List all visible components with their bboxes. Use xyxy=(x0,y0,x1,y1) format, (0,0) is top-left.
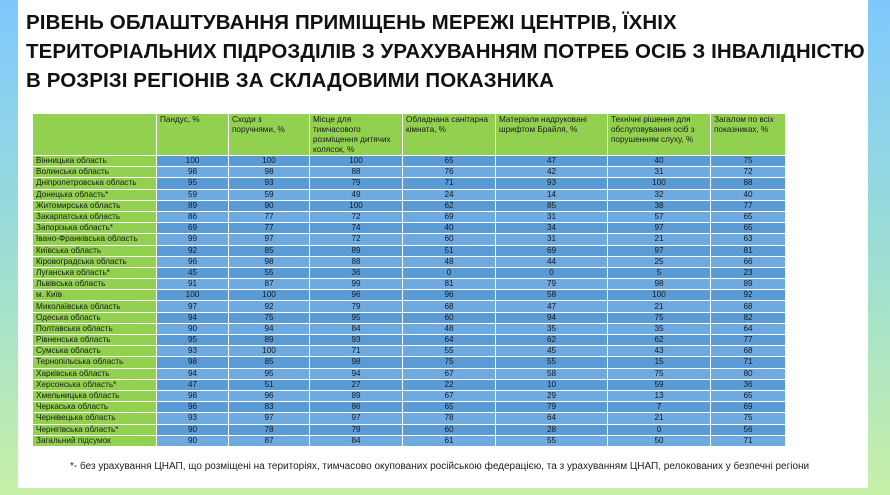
table-row xyxy=(33,390,786,401)
region-name-cell: Донецька область* xyxy=(33,189,157,200)
value-cell: 10 xyxy=(496,379,608,390)
value-cell: 47 xyxy=(496,301,608,312)
value-cell: 88 xyxy=(310,256,403,267)
table-row xyxy=(33,312,786,323)
value-cell: 71 xyxy=(711,357,786,368)
region-name-cell: Львівська область xyxy=(33,279,157,290)
region-name-cell: Тернопільська область xyxy=(33,357,157,368)
value-cell: 72 xyxy=(310,234,403,245)
value-cell: 75 xyxy=(608,312,711,323)
column-header: Загалом по всіх показниках, % xyxy=(711,114,786,156)
value-cell: 85 xyxy=(229,357,310,368)
value-cell: 71 xyxy=(711,435,786,446)
value-cell: 93 xyxy=(157,413,229,424)
value-cell: 67 xyxy=(403,390,496,401)
value-cell: 96 xyxy=(157,256,229,267)
value-cell: 97 xyxy=(608,245,711,256)
value-cell: 40 xyxy=(711,189,786,200)
value-cell: 62 xyxy=(608,335,711,346)
table-row xyxy=(33,290,786,301)
value-cell: 21 xyxy=(608,234,711,245)
value-cell: 74 xyxy=(310,223,403,234)
value-cell: 38 xyxy=(608,200,711,211)
value-cell: 59 xyxy=(157,189,229,200)
value-cell: 78 xyxy=(403,413,496,424)
table-row xyxy=(33,178,786,189)
value-cell: 49 xyxy=(310,189,403,200)
column-header: Сходи з поручнями, % xyxy=(229,114,310,156)
value-cell: 75 xyxy=(711,413,786,424)
value-cell: 5 xyxy=(608,267,711,278)
value-cell: 58 xyxy=(496,290,608,301)
region-name-cell: Чернівецька область xyxy=(33,413,157,424)
value-cell: 47 xyxy=(157,379,229,390)
value-cell: 81 xyxy=(403,279,496,290)
value-cell: 88 xyxy=(310,167,403,178)
table-row xyxy=(33,267,786,278)
value-cell: 55 xyxy=(403,346,496,357)
value-cell: 79 xyxy=(496,402,608,413)
value-cell: 75 xyxy=(403,357,496,368)
value-cell: 61 xyxy=(403,435,496,446)
value-cell: 96 xyxy=(229,390,310,401)
value-cell: 36 xyxy=(711,379,786,390)
table-row xyxy=(33,156,786,167)
value-cell: 93 xyxy=(157,346,229,357)
value-cell: 80 xyxy=(711,368,786,379)
value-cell: 65 xyxy=(403,402,496,413)
value-cell: 92 xyxy=(229,301,310,312)
value-cell: 50 xyxy=(608,435,711,446)
value-cell: 42 xyxy=(496,167,608,178)
value-cell: 82 xyxy=(711,312,786,323)
value-cell: 86 xyxy=(157,211,229,222)
value-cell: 97 xyxy=(608,223,711,234)
column-header xyxy=(33,114,157,156)
value-cell: 65 xyxy=(711,390,786,401)
value-cell: 40 xyxy=(403,223,496,234)
value-cell: 83 xyxy=(229,402,310,413)
value-cell: 89 xyxy=(229,335,310,346)
region-name-cell: Харківська область xyxy=(33,368,157,379)
value-cell: 65 xyxy=(711,223,786,234)
value-cell: 98 xyxy=(157,167,229,178)
value-cell: 44 xyxy=(496,256,608,267)
value-cell: 66 xyxy=(711,256,786,267)
value-cell: 63 xyxy=(711,234,786,245)
value-cell: 93 xyxy=(310,335,403,346)
region-name-cell: Одеська область xyxy=(33,312,157,323)
value-cell: 97 xyxy=(310,413,403,424)
value-cell: 21 xyxy=(608,413,711,424)
table-row xyxy=(33,189,786,200)
value-cell: 65 xyxy=(403,156,496,167)
value-cell: 0 xyxy=(608,424,711,435)
value-cell: 48 xyxy=(403,323,496,334)
column-header: Пандус, % xyxy=(157,114,229,156)
value-cell: 15 xyxy=(608,357,711,368)
value-cell: 100 xyxy=(229,346,310,357)
value-cell: 100 xyxy=(310,200,403,211)
table-row xyxy=(33,368,786,379)
value-cell: 95 xyxy=(229,368,310,379)
value-cell: 88 xyxy=(711,178,786,189)
value-cell: 72 xyxy=(310,211,403,222)
region-name-cell: Закарпатська область xyxy=(33,211,157,222)
value-cell: 59 xyxy=(608,379,711,390)
value-cell: 94 xyxy=(157,312,229,323)
value-cell: 71 xyxy=(310,346,403,357)
value-cell: 64 xyxy=(711,323,786,334)
value-cell: 69 xyxy=(496,245,608,256)
region-name-cell: Сумська область xyxy=(33,346,157,357)
region-name-cell: Загальний підсумок xyxy=(33,435,157,446)
column-header: Обладнана санітарна кімната, % xyxy=(403,114,496,156)
value-cell: 75 xyxy=(711,156,786,167)
value-cell: 77 xyxy=(229,223,310,234)
region-name-cell: Черкаська область xyxy=(33,402,157,413)
value-cell: 35 xyxy=(496,323,608,334)
table-row xyxy=(33,335,786,346)
column-header: Місце для тимчасового розміщення дитячих колясок, % xyxy=(310,114,403,156)
value-cell: 60 xyxy=(403,424,496,435)
table-row xyxy=(33,346,786,357)
region-name-cell: Хмельницька область xyxy=(33,390,157,401)
value-cell: 97 xyxy=(229,413,310,424)
value-cell: 29 xyxy=(496,390,608,401)
region-name-cell: Житомирська область xyxy=(33,200,157,211)
value-cell: 77 xyxy=(711,200,786,211)
value-cell: 51 xyxy=(403,245,496,256)
value-cell: 94 xyxy=(229,323,310,334)
value-cell: 94 xyxy=(157,368,229,379)
value-cell: 31 xyxy=(496,211,608,222)
table-body xyxy=(33,156,786,447)
value-cell: 90 xyxy=(157,435,229,446)
table-row xyxy=(33,402,786,413)
table-row xyxy=(33,424,786,435)
value-cell: 98 xyxy=(157,390,229,401)
value-cell: 97 xyxy=(157,301,229,312)
value-cell: 84 xyxy=(310,435,403,446)
value-cell: 31 xyxy=(608,167,711,178)
table-row xyxy=(33,435,786,446)
value-cell: 0 xyxy=(496,267,608,278)
value-cell: 100 xyxy=(608,178,711,189)
table-row xyxy=(33,234,786,245)
table-row xyxy=(33,357,786,368)
value-cell: 87 xyxy=(229,279,310,290)
value-cell: 100 xyxy=(157,290,229,301)
value-cell: 7 xyxy=(608,402,711,413)
table-row xyxy=(33,301,786,312)
value-cell: 71 xyxy=(403,178,496,189)
footnote: *- без урахування ЦНАП, що розміщені на територіях, тимчасово окупованих російською федерацією, та з урахуванням ЦНАП, релокованих у безпечні регіони xyxy=(70,461,810,472)
value-cell: 0 xyxy=(403,267,496,278)
value-cell: 75 xyxy=(229,312,310,323)
value-cell: 68 xyxy=(711,346,786,357)
region-name-cell: Херсонська область* xyxy=(33,379,157,390)
value-cell: 62 xyxy=(496,335,608,346)
value-cell: 55 xyxy=(496,357,608,368)
table-row xyxy=(33,167,786,178)
value-cell: 93 xyxy=(229,178,310,189)
value-cell: 24 xyxy=(403,189,496,200)
value-cell: 95 xyxy=(157,178,229,189)
value-cell: 34 xyxy=(496,223,608,234)
region-name-cell: Полтавська область xyxy=(33,323,157,334)
value-cell: 94 xyxy=(496,312,608,323)
value-cell: 100 xyxy=(229,156,310,167)
value-cell: 98 xyxy=(310,357,403,368)
table-row xyxy=(33,200,786,211)
region-name-cell: м. Київ xyxy=(33,290,157,301)
value-cell: 35 xyxy=(608,323,711,334)
value-cell: 85 xyxy=(496,200,608,211)
value-cell: 89 xyxy=(310,245,403,256)
value-cell: 99 xyxy=(310,279,403,290)
value-cell: 92 xyxy=(157,245,229,256)
value-cell: 90 xyxy=(157,323,229,334)
table-row xyxy=(33,413,786,424)
region-name-cell: Рівненська область xyxy=(33,335,157,346)
region-name-cell: Чернігівська область* xyxy=(33,424,157,435)
value-cell: 67 xyxy=(403,368,496,379)
value-cell: 22 xyxy=(403,379,496,390)
value-cell: 95 xyxy=(157,335,229,346)
region-name-cell: Вінницька область xyxy=(33,156,157,167)
table-row xyxy=(33,323,786,334)
value-cell: 65 xyxy=(711,211,786,222)
value-cell: 87 xyxy=(229,435,310,446)
table-row xyxy=(33,379,786,390)
value-cell: 51 xyxy=(229,379,310,390)
value-cell: 47 xyxy=(496,156,608,167)
value-cell: 56 xyxy=(711,424,786,435)
value-cell: 79 xyxy=(310,424,403,435)
value-cell: 86 xyxy=(310,402,403,413)
value-cell: 45 xyxy=(157,267,229,278)
value-cell: 64 xyxy=(403,335,496,346)
table-header xyxy=(33,114,786,156)
column-header: Технічні рішення для обслуговування осіб з порушенням слуху, % xyxy=(608,114,711,156)
value-cell: 58 xyxy=(496,368,608,379)
value-cell: 69 xyxy=(403,211,496,222)
value-cell: 76 xyxy=(403,167,496,178)
value-cell: 89 xyxy=(711,279,786,290)
value-cell: 94 xyxy=(310,368,403,379)
value-cell: 25 xyxy=(608,256,711,267)
value-cell: 95 xyxy=(310,312,403,323)
value-cell: 77 xyxy=(229,211,310,222)
value-cell: 14 xyxy=(496,189,608,200)
value-cell: 21 xyxy=(608,301,711,312)
value-cell: 78 xyxy=(229,424,310,435)
value-cell: 43 xyxy=(608,346,711,357)
value-cell: 77 xyxy=(711,335,786,346)
value-cell: 85 xyxy=(229,245,310,256)
value-cell: 98 xyxy=(229,256,310,267)
value-cell: 55 xyxy=(229,267,310,278)
value-cell: 97 xyxy=(229,234,310,245)
value-cell: 48 xyxy=(403,256,496,267)
value-cell: 89 xyxy=(157,200,229,211)
region-name-cell: Дніпропетровська область xyxy=(33,178,157,189)
value-cell: 84 xyxy=(310,323,403,334)
value-cell: 81 xyxy=(711,245,786,256)
value-cell: 96 xyxy=(310,290,403,301)
value-cell: 93 xyxy=(496,178,608,189)
value-cell: 57 xyxy=(608,211,711,222)
value-cell: 68 xyxy=(711,301,786,312)
page-title: РІВЕНЬ ОБЛАШТУВАННЯ ПРИМІЩЕНЬ МЕРЕЖІ ЦЕНТРІВ, ЇХНІХ ТЕРИТОРІАЛЬНИХ ПІДРОЗДІЛІВ З УРАХУВАННЯМ ПОТРЕБ ОСІБ З ІНВАЛІДНІСТЮ В РОЗРІЗІ РЕГІОНІВ ЗА СКЛАДОВИМИ ПОКАЗНИКА xyxy=(26,11,865,92)
table-row xyxy=(33,211,786,222)
value-cell: 32 xyxy=(608,189,711,200)
region-name-cell: Луганська область* xyxy=(33,267,157,278)
value-cell: 96 xyxy=(157,402,229,413)
column-header: Матеріали надруковані шрифтом Брайля, % xyxy=(496,114,608,156)
data-table xyxy=(32,113,786,447)
value-cell: 91 xyxy=(157,279,229,290)
value-cell: 75 xyxy=(608,368,711,379)
value-cell: 28 xyxy=(496,424,608,435)
table-row xyxy=(33,256,786,267)
value-cell: 90 xyxy=(229,200,310,211)
region-name-cell: Київська область xyxy=(33,245,157,256)
value-cell: 100 xyxy=(229,290,310,301)
value-cell: 69 xyxy=(711,402,786,413)
value-cell: 60 xyxy=(403,234,496,245)
value-cell: 98 xyxy=(608,279,711,290)
value-cell: 99 xyxy=(157,234,229,245)
value-cell: 31 xyxy=(496,234,608,245)
region-name-cell: Кіровоградська область xyxy=(33,256,157,267)
region-name-cell: Миколаївська область xyxy=(33,301,157,312)
value-cell: 98 xyxy=(157,357,229,368)
region-name-cell: Запорізька область* xyxy=(33,223,157,234)
value-cell: 90 xyxy=(157,424,229,435)
value-cell: 40 xyxy=(608,156,711,167)
value-cell: 68 xyxy=(403,301,496,312)
value-cell: 60 xyxy=(403,312,496,323)
value-cell: 96 xyxy=(403,290,496,301)
value-cell: 100 xyxy=(157,156,229,167)
value-cell: 55 xyxy=(496,435,608,446)
region-name-cell: Івано-Франківська область xyxy=(33,234,157,245)
value-cell: 23 xyxy=(711,267,786,278)
region-name-cell: Волинська область xyxy=(33,167,157,178)
value-cell: 79 xyxy=(310,178,403,189)
value-cell: 92 xyxy=(711,290,786,301)
value-cell: 13 xyxy=(608,390,711,401)
value-cell: 89 xyxy=(310,390,403,401)
value-cell: 100 xyxy=(608,290,711,301)
value-cell: 72 xyxy=(711,167,786,178)
value-cell: 69 xyxy=(157,223,229,234)
value-cell: 62 xyxy=(403,200,496,211)
table-row xyxy=(33,223,786,234)
value-cell: 100 xyxy=(310,156,403,167)
value-cell: 98 xyxy=(229,167,310,178)
value-cell: 64 xyxy=(496,413,608,424)
value-cell: 59 xyxy=(229,189,310,200)
value-cell: 79 xyxy=(310,301,403,312)
value-cell: 79 xyxy=(496,279,608,290)
table-row xyxy=(33,245,786,256)
header-row xyxy=(33,114,786,156)
value-cell: 36 xyxy=(310,267,403,278)
value-cell: 27 xyxy=(310,379,403,390)
value-cell: 45 xyxy=(496,346,608,357)
table-row xyxy=(33,279,786,290)
